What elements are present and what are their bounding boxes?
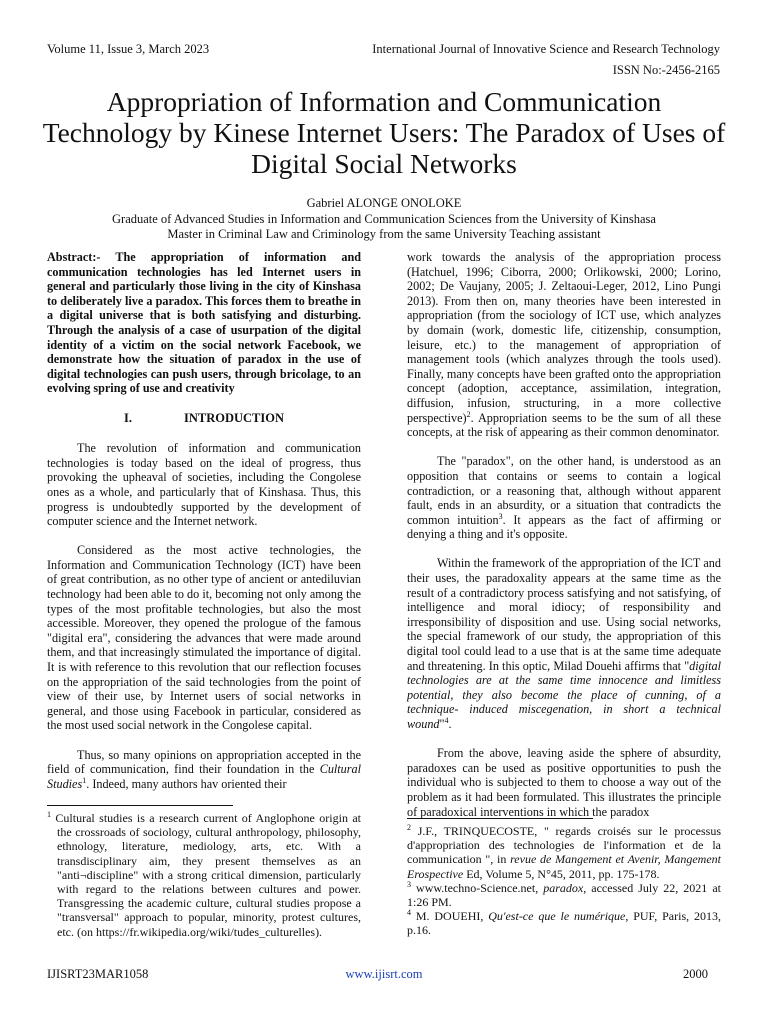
paper-title: Appropriation of Information and Communication Technology by Kinese Internet Users: The Paradox of Uses of Digital Social Networks [42,86,726,179]
paragraph: Thus, so many opinions on appropriation accepted in the field of communication, find their foundation in the Cultural Studies$^1$. Indeed, many authors hav oriented their [47,747,361,791]
footnote-ref-4[interactable]: 4 [444,715,449,725]
footnote-divider [47,805,233,806]
footnote-divider [407,818,593,819]
cultural-studies-term: Cultural Studies [47,762,361,791]
affiliation-2: Master in Criminal Law and Criminology from the same University Teaching assistant [167,227,601,241]
section-number: I. [123,410,132,425]
footer-page-number: 2000 [683,967,708,981]
footnote-1: $^1$ Cultural studies is a research current of Anglophone origin at the crossroads of sociology, cultural anthropology, philosophy, ethnology, literature, mediology, arts, etc. With a transdisciplinary aim, they present themselves as an "anti¬discipline" with a strong critical dimension, particularly with regard to the relations between cultures and power. Transgressing the academic culture, cultural studies propose a "transversal" approach to popular, minority, protest cultures, etc. (on https://fr.wikipedia.org/wiki/tudes_culturelles). [47,810,362,939]
right-column [407,250,721,834]
footnote-ref-1[interactable]: 1 [82,775,87,785]
footer-website-link[interactable]: www.ijisrt.com [345,967,423,981]
footnote-3: $^3$ www.techno-Science.net, paradox, accessed July 22, 2021 at 1:26 PM. [407,879,721,910]
affiliation-1: Graduate of Advanced Studies in Information and Communication Sciences from the University of Kinshasa [112,212,656,226]
footnote-2: $^2$ J.F., TRINQUECOSTE, " regards croisés sur le processus d'appropriation des technologies de l'information et de la communication ", in revue de Mangement et Avenir, Mangement Erospective Ed, Volume 5, N°45, 2011, pp. 175-178. [407,823,722,881]
footnote-ref-2[interactable]: 2 [466,409,471,419]
abstract: Abstract:- The appropriation of information and communication technologies has led Internet users in general and particularly those living in the city of Kinshasa to deliberately live a paradox. This forces them to breathe in a digital universe that is both satisfying and disturbing. Through the analysis of a case of usurpation of the digital identity of a victim on the social network Facebook, we demonstrate how the situation of paradox in the use of digital technologies can push users, through bricolage, to an evolving spring of use and creativity [47,250,361,396]
left-column [47,250,361,806]
paragraph: Within the framework of the appropriation of the ICT and their uses, the paradoxality appears at the same time as the result of a contradictory process satisfying and not satisfying, of intelligence and moral idiocy; of responsibility and irresponsibility of disposition and use. Using social networks, the special framework of our study, the appropriation of this digital tool could lead to a use that is at the same time adequate and threatening. In this optic, Milad Douehi affirms that "digital technologies are at the same time innocence and limitless potential, they also become the place of cunning, of a technique- induced miscegenation, in short a technical wound"$^4$. [407,556,721,731]
section-title: INTRODUCTION [183,410,284,425]
header-journal: International Journal of Innovative Science and Research Technology [372,42,720,56]
quote: digital technologies are at the same time innocence and limitless potential, they also become the place of cunning, of a technique- induced miscegenation, in short a technical wound [407,658,721,731]
footnotes-left [47,811,361,939]
section-heading [47,411,361,426]
header-volume: Volume 11, Issue 3, March 2023 [47,42,210,56]
paragraph: The revolution of information and communication technologies is today based on the ideal of progress, thus provoking the upheaval of societies, including the Congolese ones as a whole, and particularly that of Kinshasa. Thus, this progress is undoubtedly supported by the development of computer science and the Internet network. [47,441,361,529]
header-issn: ISSN No:-2456-2165 [612,63,720,77]
author-name: Gabriel ALONGE ONOLOKE [306,196,462,210]
footnote-ref-3[interactable]: 3 [498,511,503,521]
paragraph: The "paradox", on the other hand, is understood as an opposition that contains or seems to contain a logical contradiction, or a reasoning that, although without apparent fault, ends in an absurdity, or a situation that contradicts the common intuition$^3$. It appears as the fact of affirming or denying a thing and it's opposite. [407,454,721,542]
footnotes-right [407,824,721,938]
paragraph: Considered as the most active technologies, the Information and Communication Technology (ICT) have been of great contribution, as no other type of ancient or antediluvian technology had been able to do it, becoming not only among the types of the most profitable technologies, but also the most accessible. Moreover, they opened the prologue of the famous "digital era", considering the advances that were made around them, and that increasingly stimulated the importance of digital. It is with reference to this revolution that our reflection focuses on the appropriation of the said technologies from the point of view of their use, by Internet users of social networks in general, and those using Facebook in particular, considered as the most used social network in the Congolese capital. [47,543,361,733]
paragraph: From the above, leaving aside the sphere of absurdity, paradoxes can be used as positive opportunities to push the individual who is subjected to them to choose a way out of the problem as it had been formulated. This illustrates the principle of paradoxical interventions in which the paradox [407,746,721,819]
footer-paper-code: IJISRT23MAR1058 [47,967,149,981]
footnote-4: $^4$ M. DOUEHI, Qu'est-ce que le numérique, PUF, Paris, 2013, p.16. [407,908,721,938]
paragraph: work towards the analysis of the appropriation process (Hatchuel, 1996; Ciborra, 2000; Orlikowski, 2000; Lorino, 2002; De Vaujany, 2005; J. Zeltaoui-Leger, 2012, Lino Pungi 2013). From then on, many theories have been interested in appropriation (from the sociology of ICT use, which analyzes by domain (work, domestic life, citizenship, consumption, leisure, etc.) to the management of appropriation of management tools (which analyzes through the tools used). Finally, many concepts have been grafted onto the appropriation concept (adoption, acceptance, assimilation, integration, diffusion, infusion, structuring, in a more collective perspective)$^2$. Appropriation seems to be the sum of all these concepts, at the risk of appearing as their common denominator. [407,250,721,440]
